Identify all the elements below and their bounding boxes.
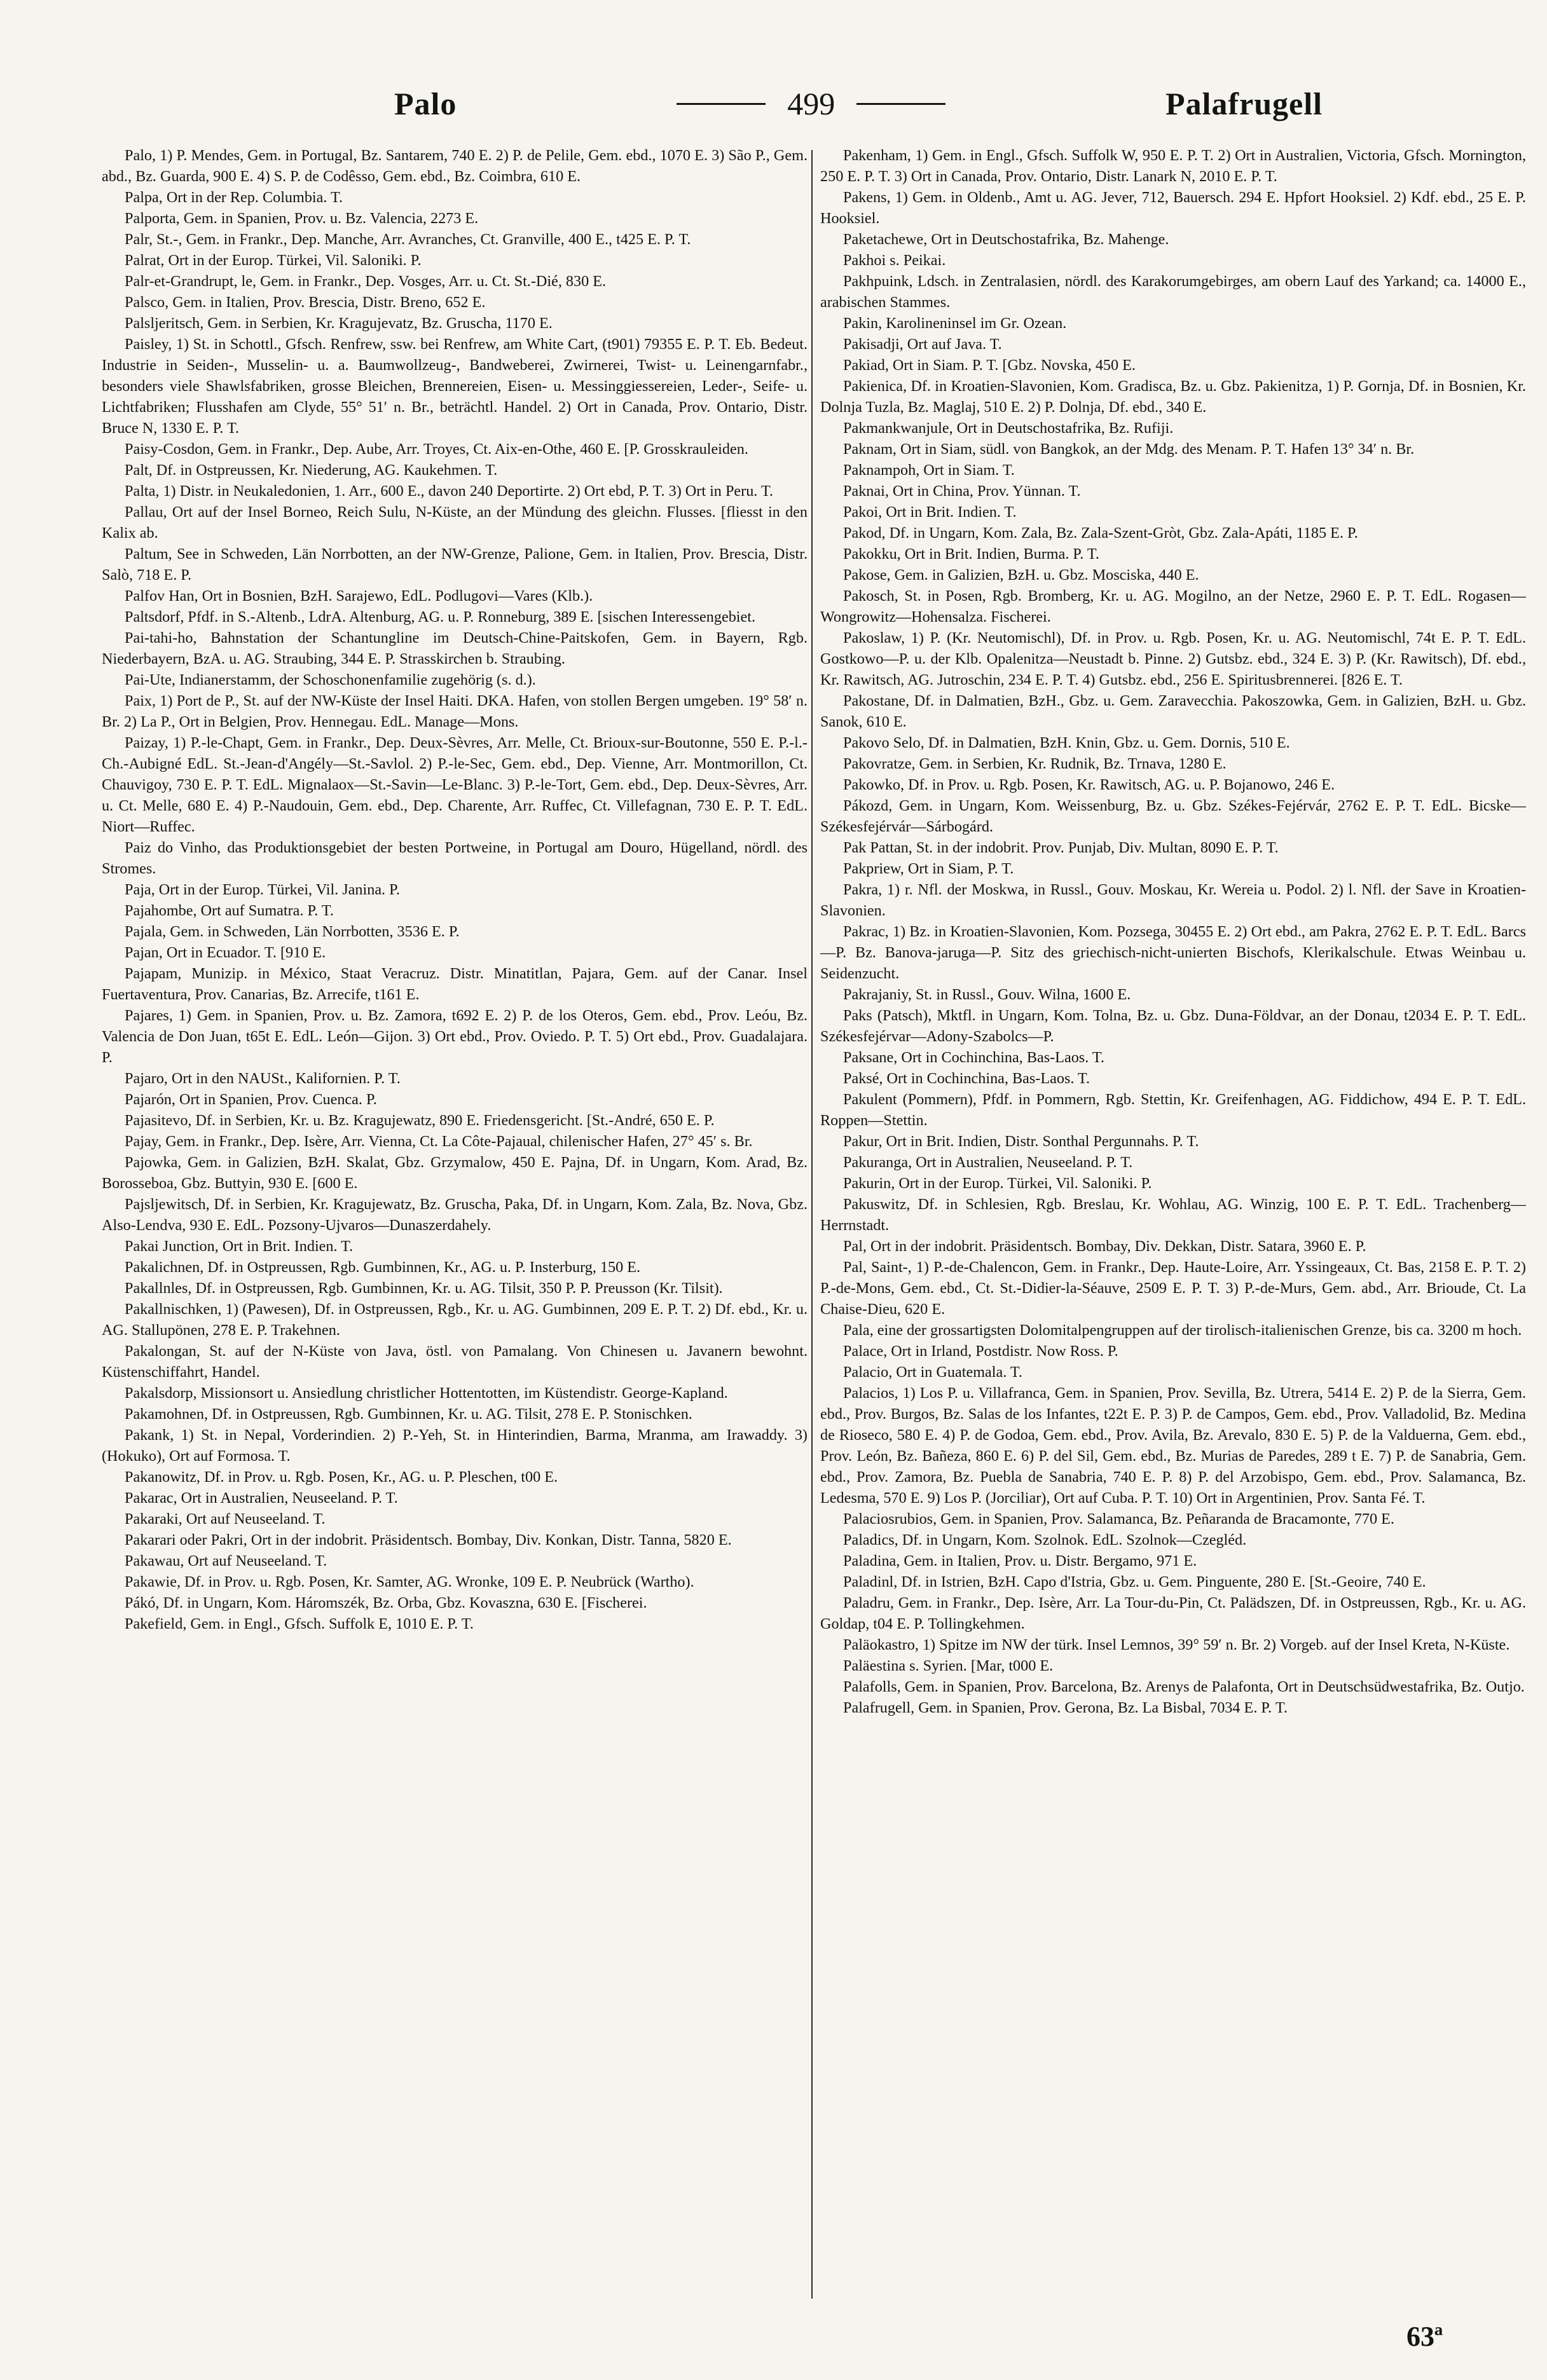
dictionary-entry: Pajapam, Munizip. in México, Staat Veracruz. Distr. Minatitlan, Pajara, Gem. auf der Canar. Insel Fuertaventura, Prov. Canarias, Bz. Arrecife, t161 E. — [102, 965, 808, 1003]
page-header — [95, 75, 1456, 132]
header-right-keyword: Palafrugell — [1165, 86, 1323, 121]
dictionary-entry: Paizay, 1) P.-le-Chapt, Gem. in Frankr., Dep. Deux-Sèvres, Arr. Melle, Ct. Brioux-sur-Boutonne, 550 E. P.-l.-Ch.-Aubigné EdL. St.-Jean-d'Angély—St.-Savlol. 2) P.-le-Sec, Gem. ebd., Dep. Vienne, Arr. Montmorillon, Ct. Chauvigoy, 730 E. P. T. EdL. Mignalaox—St.-Savin—Le-Blanc. 3) P.-le-Tort, Gem. ebd., Dep. Deux-Sèvres, Arr. u. Ct. Melle, 680 E. 4) P.-Naudouin, Gem. ebd., Dep. Charente, Arr. Ruffec, Ct. Villefagnan, 730 E. P. T. EdL. Niort—Ruffec. — [102, 734, 808, 835]
dictionary-entry: Palaciosrubios, Gem. in Spanien, Prov. Salamanca, Bz. Peñaranda de Bracamonte, 770 E. — [843, 1510, 1394, 1528]
dictionary-entry: Pakank, 1) St. in Nepal, Vorderindien. 2) P.-Yeh, St. in Hinterindien, Barma, Mranma, am Irawaddy. 3) (Hokuko), Ort auf Formosa. T. — [102, 1426, 808, 1465]
dictionary-entry: Pajay, Gem. in Frankr., Dep. Isère, Arr. Vienna, Ct. La Côte-Pajaual, chilenischer Hafen, 27° 45′ s. Br. — [125, 1133, 753, 1150]
dictionary-entry: Palporta, Gem. in Spanien, Prov. u. Bz. Valencia, 2273 E. — [125, 210, 479, 227]
dictionary-entry: Pakra, 1) r. Nfl. der Moskwa, in Russl., Gouv. Moskau, Kr. Wereia u. Podol. 2) l. Nfl. der Save in Kroatien-Slavonien. — [820, 881, 1526, 919]
header-left-dash — [677, 103, 766, 105]
dictionary-entry: Pakallnles, Df. in Ostpreussen, Rgb. Gumbinnen, Kr. u. AG. Tilsit, 350 P. P. Preusson (Kr. Tilsit). — [125, 1280, 723, 1297]
dictionary-entry: Pakmankwanjule, Ort in Deutschostafrika, Bz. Rufiji. — [843, 420, 1174, 437]
dictionary-entry: Palfov Han, Ort in Bosnien, BzH. Sarajewo, EdL. Podlugovi—Vares (Klb.). — [125, 587, 593, 605]
dictionary-entry: Pakawie, Df. in Prov. u. Rgb. Posen, Kr. Samter, AG. Wronke, 109 E. P. Neubrück (Wartho). — [125, 1573, 694, 1590]
dictionary-entry: Pajahombe, Ort auf Sumatra. P. T. — [125, 902, 334, 919]
dictionary-entry: Palt, Df. in Ostpreussen, Kr. Niederung, AG. Kaukehmen. T. — [125, 462, 498, 479]
dictionary-entry: Paladics, Df. in Ungarn, Kom. Szolnok. EdL. Szolnok—Czegléd. — [843, 1531, 1247, 1549]
dictionary-entry: Pakose, Gem. in Galizien, BzH. u. Gbz. Mosciska, 440 E. — [843, 566, 1199, 584]
dictionary-entry: Pajasitevo, Df. in Serbien, Kr. u. Bz. Kragujewatz, 890 E. Friedensgericht. [St.-André, 650 E. P. — [125, 1112, 715, 1129]
dictionary-entry: Paisley, 1) St. in Schottl., Gfsch. Renfrew, ssw. bei Renfrew, am White Cart, (t901) 79355 E. P. T. Eb. Bedeut. Industrie in Seiden-, Musselin- u. a. Baumwollzeug-, Bandweberei, Zwirnerei, Twist- u. Leinengarnfabr., besonders viele Shawlsfabriken, grosse Bleichen, Brennereien, Eisen- u. Messinggiessereien, Leder-, Seife- u. Lichtfabriken; Flusshafen am Clyde, 55° 51′ n. Br., beträchtl. Handel. 2) Ort in Canada, Prov. Ontario, Distr. Bruce N, 1330 E. P. T. — [102, 336, 808, 437]
dictionary-entry: Palafolls, Gem. in Spanien, Prov. Barcelona, Bz. Arenys de Palafonta, Ort in Deutschsüdwestafrika, Bz. Outjo. — [843, 1678, 1525, 1695]
dictionary-entry: Paknai, Ort in China, Prov. Yünnan. T. — [843, 482, 1081, 500]
dictionary-entry: Paltum, See in Schweden, Län Norrbotten, an der NW-Grenze, Palione, Gem. in Italien, Prov. Brescia, Distr. Salò, 718 E. P. — [102, 545, 808, 584]
dictionary-entry: Pakrajaniy, St. in Russl., Gouv. Wilna, 1600 E. — [843, 986, 1131, 1003]
dictionary-entry: Pakisadji, Ort auf Java. T. — [843, 336, 1002, 353]
dictionary-entry: Pakokku, Ort in Brit. Indien, Burma. P. T. — [843, 545, 1099, 563]
dictionary-entry: Paknampoh, Ort in Siam. T. — [843, 462, 1015, 479]
dictionary-entry: Paketachewe, Ort in Deutschostafrika, Bz. Mahenge. — [843, 231, 1169, 248]
dictionary-entry: Paläokastro, 1) Spitze im NW der türk. Insel Lemnos, 39° 59′ n. Br. 2) Vorgeb. auf der Insel Kreta, N-Küste. — [843, 1636, 1510, 1653]
dictionary-entry: Pakalongan, St. auf der N-Küste von Java, östl. von Pamalang. Von Chinesen u. Javanern bewohnt. Küstenschiffahrt, Handel. — [102, 1343, 808, 1381]
dictionary-entry: Pala, eine der grossartigsten Dolomitalpengruppen auf der tirolisch-italienischen Grenze, bis ca. 3200 m hoch. — [843, 1322, 1522, 1339]
dictionary-entry: Pakarari oder Pakri, Ort in der indobrit. Präsidentsch. Bombay, Div. Konkan, Distr. Tanna, 5820 E. — [125, 1531, 732, 1549]
dictionary-entry: Pakenham, 1) Gem. in Engl., Gfsch. Suffolk W, 950 E. P. T. 2) Ort in Australien, Victoria, Gfsch. Mornington, 250 E. P. T. 3) Ort in Canada, Prov. Ontario, Distr. Lanark N, 2010 E. P. T. — [820, 147, 1526, 185]
dictionary-entry: Paksé, Ort in Cochinchina, Bas-Laos. T. — [843, 1070, 1090, 1087]
dictionary-entry: Pakanowitz, Df. in Prov. u. Rgb. Posen, Kr., AG. u. P. Pleschen, t00 E. — [125, 1468, 558, 1486]
header-left-keyword: Palo — [394, 86, 457, 121]
column-divider — [811, 150, 813, 2299]
dictionary-entry: Palsljeritsch, Gem. in Serbien, Kr. Kragujevatz, Bz. Gruscha, 1170 E. — [125, 315, 553, 332]
dictionary-entry: Pakuranga, Ort in Australien, Neuseeland. P. T. — [843, 1154, 1133, 1171]
dictionary-entry: Paks (Patsch), Mktfl. in Ungarn, Kom. Tolna, Bz. u. Gbz. Duna-Földvar, an der Donau, t2034 E. P. T. EdL. Székesfejérvar—Adony-Szabolcs—P. — [820, 1007, 1526, 1045]
dictionary-entry: Pakoi, Ort in Brit. Indien. T. — [843, 503, 1017, 521]
dictionary-entry: Pakur, Ort in Brit. Indien, Distr. Sonthal Pergunnahs. P. T. — [843, 1133, 1199, 1150]
dictionary-entry: Pal, Saint-, 1) P.-de-Chalencon, Gem. in Frankr., Dep. Haute-Loire, Arr. Yssingeaux, Ct. Bas, 2158 E. P. T. 2) P.-de-Mons, Gem. ebd., Ct. St.-Didier-la-Séauve, 2509 E. P. T. 3) P.-de-Murs, Gem. abd., Arr. Brioude, Ct. La Chaise-Dieu, 620 E. — [820, 1259, 1526, 1318]
dictionary-entry: Pakefield, Gem. in Engl., Gfsch. Suffolk E, 1010 E. P. T. — [125, 1615, 474, 1632]
dictionary-entry: Pakalichnen, Df. in Ostpreussen, Rgb. Gumbinnen, Kr., AG. u. P. Insterburg, 150 E. — [125, 1259, 641, 1276]
dictionary-entry: Pakienica, Df. in Kroatien-Slavonien, Kom. Gradisca, Bz. u. Gbz. Pakienitza, 1) P. Gornja, Df. in Bosnien, Kr. Dolnja Tuzla, Bz. Maglaj, 510 E. 2) P. Dolnja, Df. ebd., 340 E. — [820, 378, 1526, 416]
dictionary-entry: Palrat, Ort in der Europ. Türkei, Vil. Saloniki. P. — [125, 252, 422, 269]
right-column — [820, 145, 1526, 2306]
dictionary-entry: Pajaro, Ort in den NAUSt., Kalifornien. P. T. — [125, 1070, 401, 1087]
left-column — [102, 145, 808, 2306]
dictionary-entry: Palsco, Gem. in Italien, Prov. Brescia, Distr. Breno, 652 E. — [125, 294, 486, 311]
dictionary-entry: Pakurin, Ort in der Europ. Türkei, Vil. Saloniki. P. — [843, 1175, 1152, 1192]
dictionary-entry: Paix, 1) Port de P., St. auf der NW-Küste der Insel Haiti. DKA. Hafen, von stollen Bergen umgeben. 19° 58′ n. Br. 2) La P., Ort in Belgien, Prov. Hennegau. EdL. Manage—Mons. — [102, 692, 808, 730]
dictionary-entry: Pákozd, Gem. in Ungarn, Kom. Weissenburg, Bz. u. Gbz. Székes-Fejérvár, 2762 E. P. T. EdL. Bicske—Székesfejérvár—Sárbogárd. — [820, 797, 1526, 835]
dictionary-entry: Palta, 1) Distr. in Neukaledonien, 1. Arr., 600 E., davon 240 Deportirte. 2) Ort ebd, P. T. 3) Ort in Peru. T. — [125, 482, 773, 500]
dictionary-entry: Pakulent (Pommern), Pfdf. in Pommern, Rgb. Stettin, Kr. Greifenhagen, AG. Fiddichow, 494 E. P. T. EdL. Roppen—Stettin. — [820, 1091, 1526, 1129]
dictionary-entry: Pakowko, Df. in Prov. u. Rgb. Posen, Kr. Rawitsch, AG. u. P. Bojanowo, 246 E. — [843, 776, 1335, 793]
dictionary-entry: Pai-Ute, Indianerstamm, der Schoschonenfamilie zugehörig (s. d.). — [125, 671, 536, 688]
dictionary-entry: Pakarac, Ort in Australien, Neuseeland. P. T. — [125, 1489, 398, 1507]
dictionary-entry: Pakpriew, Ort in Siam, P. T. — [843, 860, 1014, 877]
dictionary-entry: Pakiad, Ort in Siam. P. T. [Gbz. Novska, 450 E. — [843, 357, 1136, 374]
dictionary-entry: Pallau, Ort auf der Insel Borneo, Reich Sulu, N-Küste, an der Mündung des gleichn. Flusses. [fliesst in den Kalix ab. — [102, 503, 808, 542]
dictionary-entry: Palr, St.-, Gem. in Frankr., Dep. Manche, Arr. Avranches, Ct. Granville, 400 E., t425 E. P. T. — [125, 231, 691, 248]
dictionary-entry: Pajowka, Gem. in Galizien, BzH. Skalat, Gbz. Grzymalow, 450 E. Pajna, Df. in Ungarn, Kom. Arad, Bz. Borosseboa, Gbz. Buttyin, 930 E. [600 E. — [102, 1154, 808, 1192]
dictionary-entry: Pakuswitz, Df. in Schlesien, Rgb. Breslau, Kr. Wohlau, AG. Winzig, 100 E. P. T. EdL. Trachenberg—Herrnstadt. — [820, 1196, 1526, 1234]
dictionary-entry: Paladru, Gem. in Frankr., Dep. Isère, Arr. La Tour-du-Pin, Ct. Palädszen, Df. in Ostpreussen, Rgb., Kr. u. AG. Goldap, t04 E. P. Tollingkehmen. — [820, 1594, 1526, 1632]
dictionary-entry: Paiz do Vinho, das Produktionsgebiet der besten Portweine, in Portugal am Douro, Hügelland, nördl. des Stromes. — [102, 839, 808, 877]
dictionary-entry: Pakovratze, Gem. in Serbien, Kr. Rudnik, Bz. Trnava, 1280 E. — [843, 755, 1227, 772]
dictionary-entry: Pak Pattan, St. in der indobrit. Prov. Punjab, Div. Multan, 8090 E. P. T. — [843, 839, 1279, 856]
header-page-number-group — [677, 85, 945, 122]
dictionary-entry: Palpa, Ort in der Rep. Columbia. T. — [125, 189, 343, 206]
dictionary-entry: Pakai Junction, Ort in Brit. Indien. T. — [125, 1238, 354, 1255]
dictionary-entry: Paknam, Ort in Siam, südl. von Bangkok, an der Mdg. des Menam. P. T. Hafen 13° 34′ n. Br. — [843, 441, 1415, 458]
dictionary-entry: Pakin, Karolineninsel im Gr. Ozean. — [843, 315, 1067, 332]
dictionary-entry: Pakhoi s. Peikai. — [843, 252, 946, 269]
page-number: 499 — [787, 86, 835, 121]
signature-mark: 63ª — [1406, 2321, 1443, 2352]
dictionary-entry: Pakoslaw, 1) P. (Kr. Neutomischl), Df. in Prov. u. Rgb. Posen, Kr. u. AG. Neutomischl, 74t E. P. T. EdL. Gostkowo—P. u. der Klb. Opalenitza—Neustadt b. Pinne. 2) Gutsbz. ebd., 324 E. 3) P. (Kr. Rawitsch), Df. ebd., Kr. Rawitsch, AG. Jutroschin, 234 E. P. T. 4) Gutsbz. ebd., 256 E. Spiritusbrennerei. [826 E. T. — [820, 629, 1526, 688]
dictionary-entry: Pakallnischken, 1) (Pawesen), Df. in Ostpreussen, Rgb., Kr. u. AG. Gumbinnen, 209 E. P. T. 2) Df. ebd., Kr. u. AG. Stallupönen, 278 E. P. Trakehnen. — [102, 1301, 808, 1339]
dictionary-entry: Paladina, Gem. in Italien, Prov. u. Distr. Bergamo, 971 E. — [843, 1552, 1197, 1570]
dictionary-entry: Palacio, Ort in Guatemala. T. — [843, 1364, 1022, 1381]
dictionary-entry: Pai-tahi-ho, Bahnstation der Schantungline im Deutsch-Chine-Paitskofen, Gem. in Bayern, Rgb. Niederbayern, BzA. u. AG. Straubing, 344 E. P. Strasskirchen b. Straubing. — [102, 629, 808, 667]
dictionary-entry: Pakrac, 1) Bz. in Kroatien-Slavonien, Kom. Pozsega, 30455 E. 2) Ort ebd., am Pakra, 2762 E. P. T. EdL. Barcs—P. Bz. Banova-jaruga—P. Sitz des griechisch-nicht-unierten Bischofs, Klerikalschule. Etwas Weinbau u. Seidenzucht. — [820, 923, 1526, 982]
dictionary-entry: Pakaraki, Ort auf Neuseeland. T. — [125, 1510, 326, 1528]
dictionary-entry: Pajares, 1) Gem. in Spanien, Prov. u. Bz. Zamora, t692 E. 2) P. de los Oteros, Gem. ebd., Prov. Leóu, Bz. Valencia de Don Juan, t65t E. EdL. León—Gijon. 3) Ort ebd., Prov. Oviedo. P. T. 5) Ort ebd., Prov. Guadalajara. P. — [102, 1007, 808, 1066]
dictionary-entry: Paksane, Ort in Cochinchina, Bas-Laos. T. — [843, 1049, 1104, 1066]
dictionary-entry: Paläestina s. Syrien. [Mar, t000 E. — [843, 1657, 1054, 1674]
dictionary-entry: Pákó, Df. in Ungarn, Kom. Háromszék, Bz. Orba, Gbz. Kovaszna, 630 E. [Fischerei. — [125, 1594, 647, 1611]
dictionary-entry: Paltsdorf, Pfdf. in S.-Altenb., LdrA. Altenburg, AG. u. P. Ronneburg, 389 E. [sischen Interessengebiet. — [125, 608, 756, 626]
header-right-dash — [856, 103, 945, 105]
dictionary-entry: Pakamohnen, Df. in Ostpreussen, Rgb. Gumbinnen, Kr. u. AG. Tilsit, 278 E. P. Stonischken. — [125, 1405, 692, 1423]
dictionary-entry: Pakosch, St. in Posen, Rgb. Bromberg, Kr. u. AG. Mogilno, an der Netze, 2960 E. P. T. EdL. Rogasen—Wongrowitz—Hohensalza. Fischerei. — [820, 587, 1526, 626]
dictionary-entry: Pakostane, Df. in Dalmatien, BzH., Gbz. u. Gem. Zaravecchia. Pakoszowka, Gem. in Galizien, BzH. u. Gbz. Sanok, 610 E. — [820, 692, 1526, 730]
dictionary-entry: Palafrugell, Gem. in Spanien, Prov. Gerona, Bz. La Bisbal, 7034 E. P. T. — [843, 1699, 1288, 1716]
dictionary-entry: Palacios, 1) Los P. u. Villafranca, Gem. in Spanien, Prov. Sevilla, Bz. Utrera, 5414 E. 2) P. de la Sierra, Gem. ebd., Prov. Burgos, Bz. Salas de los Infantes, t22t E. P. 3) P. de Campos, Gem. ebd., Prov. Valladolid, Bz. Medina de Rioseco, 580 E. 4) P. de Godoa, Gem. ebd., Prov. Avila, Bz. Arevalo, 830 E. 5) P. de la Valduerna, Gem. ebd., Prov. León, Bz. Bañeza, 860 E. 6) P. del Sil, Gem. ebd., Bz. Murias de Paredes, 289 t E. 7) P. de Sanabria, Gem. ebd., Prov. Zamora, Bz. Puebla de Sanabria, 740 E. P. 8) P. del Arzobispo, Gem. ebd., Prov. Salamanca, Bz. Ledesma, 570 E. 9) Los P. (Jorciliar), Ort auf Cuba. P. T. 10) Ort in Argentinien, Prov. Santa Fé. T. — [820, 1385, 1526, 1507]
dictionary-entry: Paja, Ort in der Europ. Türkei, Vil. Janina. P. — [125, 881, 400, 898]
dictionary-entry: Pajarón, Ort in Spanien, Prov. Cuenca. P. — [125, 1091, 377, 1108]
dictionary-entry: Pakod, Df. in Ungarn, Kom. Zala, Bz. Zala-Szent-Gròt, Gbz. Zala-Apáti, 1185 E. P. — [843, 524, 1358, 542]
dictionary-entry: Palo, 1) P. Mendes, Gem. in Portugal, Bz. Santarem, 740 E. 2) P. de Pelile, Gem. ebd., 1070 E. 3) São P., Gem. abd., Bz. Guarda, 900 E. 4) S. P. de Codêsso, Gem. ebd., Bz. Coimbra, 610 E. — [102, 147, 808, 185]
dictionary-entry: Palr-et-Grandrupt, le, Gem. in Frankr., Dep. Vosges, Arr. u. Ct. St.-Dié, 830 E. — [125, 273, 607, 290]
dictionary-entry: Pajala, Gem. in Schweden, Län Norrbotten, 3536 E. P. — [125, 923, 460, 940]
dictionary-entry: Pakhpuink, Ldsch. in Zentralasien, nördl. des Karakorumgebirges, am obern Lauf des Yarkand; ca. 14000 E., arabischen Stammes. — [820, 273, 1526, 311]
dictionary-entry: Pakovo Selo, Df. in Dalmatien, BzH. Knin, Gbz. u. Gem. Dornis, 510 E. — [843, 734, 1290, 751]
dictionary-entry: Pajan, Ort in Ecuador. T. [910 E. — [125, 944, 326, 961]
dictionary-entry: Pakalsdorp, Missionsort u. Ansiedlung christlicher Hottentotten, im Küstendistr. George-Kapland. — [125, 1385, 728, 1402]
dictionary-entry: Paladinl, Df. in Istrien, BzH. Capo d'Istria, Gbz. u. Gem. Pinguente, 280 E. [St.-Geoire, 740 E. — [843, 1573, 1426, 1590]
dictionary-entry: Pajsljewitsch, Df. in Serbien, Kr. Kragujewatz, Bz. Gruscha, Paka, Df. in Ungarn, Kom. Zala, Bz. Nova, Gbz. Also-Lendva, 930 E. EdL. Pozsony-Ujvaros—Dunaszerdahely. — [102, 1196, 808, 1234]
dictionary-entry: Pakens, 1) Gem. in Oldenb., Amt u. AG. Jever, 712, Bauersch. 294 E. Hpfort Hooksiel. 2) Kdf. ebd., 25 E. P. Hooksiel. — [820, 189, 1526, 227]
dictionary-entry: Palace, Ort in Irland, Postdistr. Now Ross. P. — [843, 1343, 1118, 1360]
dictionary-entry: Pakawau, Ort auf Neuseeland. T. — [125, 1552, 327, 1570]
dictionary-entry: Pal, Ort in der indobrit. Präsidentsch. Bombay, Div. Dekkan, Distr. Satara, 3960 E. P. — [843, 1238, 1366, 1255]
dictionary-entry: Paisy-Cosdon, Gem. in Frankr., Dep. Aube, Arr. Troyes, Ct. Aix-en-Othe, 460 E. [P. Grosskrauleiden. — [125, 441, 748, 458]
